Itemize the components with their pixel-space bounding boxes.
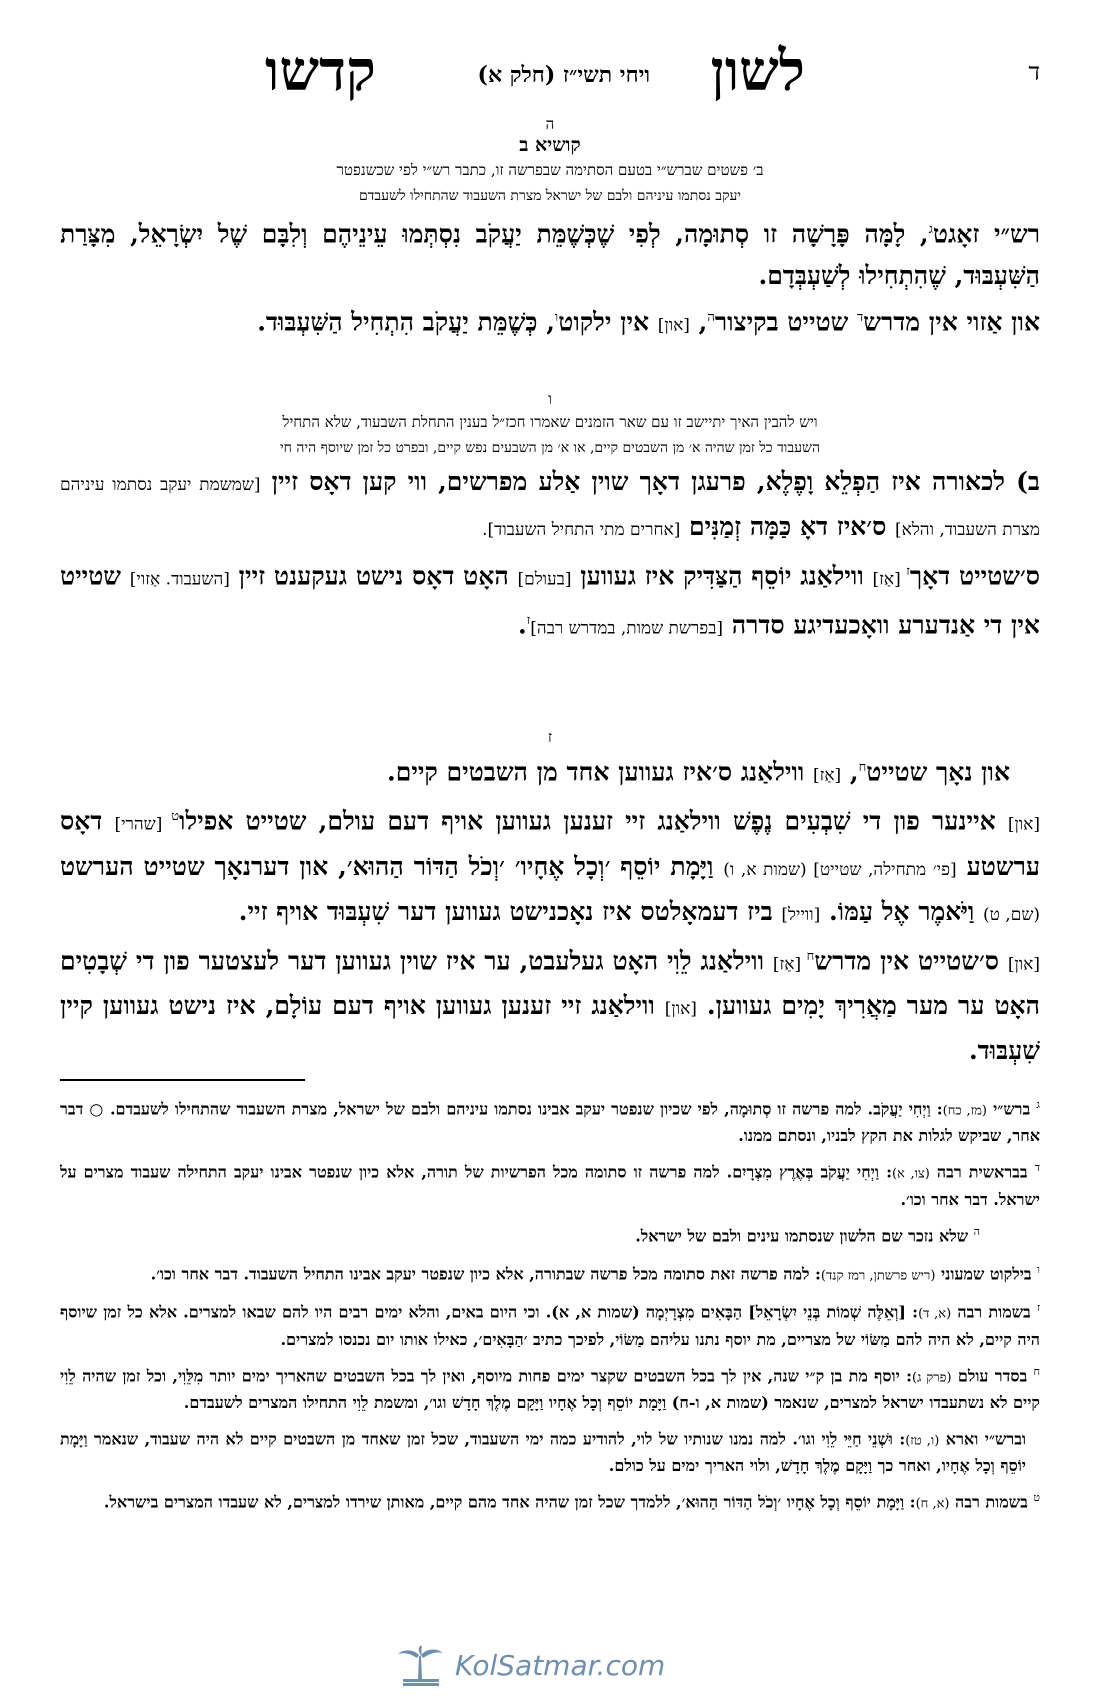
footnote: וברש״י וארא (ו, טז): וּשְׁנֵי חַיֵּי לֵוִי וגו׳. למה נמנו שנותיו של לוי, להודיע כמה ימי השעבוד, שכל זמן שאחד מן השבטים קיים לא היה שעבוד, שנאמר וַיָּמָת יוֹסֵף וְכָל אֶחָיו, ואחר כך וַיָּקָם מֶלֶךְ חָדָשׁ, ולוי האריך ימים על כולם. bbox=[60, 1429, 1027, 1476]
section-zayin bbox=[60, 728, 1040, 1072]
footnote: $^ה$ שלא נזכר שם הלשון שנסתמו עינים ולבם של ישראל. bbox=[635, 1224, 980, 1245]
footnote: $^ט$ בשמות רבה (א, ח): וַיָּמָת יוֹסֵף וְכָל אֶחָיו ׳וְכֹל הַדּוֹר הַהוּא׳, ללמדך שכל זמן שהיה אחד מהם קיים, מאותן שירדו למצרים, לא שעבדו המצרים בישראל. bbox=[103, 1491, 1040, 1512]
footnote-ref[interactable]: ח bbox=[858, 760, 867, 775]
body-paragraph: [און] איינער פון די שִׁבְעִים נֶפֶשׁ ווילאַנג זיי זענען געווען אויף דעם עולם, שטייט אפילו$^ט$ [שהרי] דאָס ערשטע [פי׳ מתחילה, שטייט] (שמות א, ו) וַיָּמָת יוֹסֵף ׳וְכָל אֶחָיו׳ ׳וְכֹל הַדּוֹר הַהוּא׳, און דערנאָך שטייט הערשט (שם, ט) וַיֹּאמֶר אֶל עַמּוֹ. [ווייל] ביז דעמאָלטס איז נאָכנישט געווען דער שִׁעְבּוּד אויף זיי. bbox=[60, 806, 1040, 926]
page bbox=[60, 0, 1040, 1700]
body-paragraph: [און] ס׳שטייט אין מדרש$^ח$ [אַז] ווילאַנג לֵוִי האָט געלעבט, ער איז שוין געווען דער לעצטער פון די שְׁבָטִים האָט ער מער מַאֲרִיךְ יָמִים געווען. [און] ווילאַנג זיי זענען געווען אויף דעם עוֹלָם, איז נישט געווען קיין שִׁעְבּוּד. bbox=[60, 945, 1040, 1065]
body-paragraph: ב) לכאורה איז הַפְלֵא וָפֶלֶא, פרעגן דאָך שוין אַלע מפרשים, ווי קען דאָס זיין [שמשמת יעקב נסתמו עיניהם מצרת השעבוד, והלא] ס׳איז דאָ כַּמָּה זְמַנִּים [אחרים מתי התחיל השעבוד]. bbox=[60, 467, 1040, 541]
section-vav bbox=[60, 390, 1040, 650]
running-title-left: קדשו bbox=[265, 38, 376, 104]
running-center-title: ויחי תשי״ז (חלק א) bbox=[477, 62, 650, 88]
section-letter: ה bbox=[545, 115, 555, 133]
footnote-ref[interactable]: ג bbox=[928, 222, 933, 237]
body-paragraph: רש״י זאָגט$^ג$, לָמָּה פָּרָשָׁה זו סְתוּמָה, לְפִי שֶׁכְּשֶׁמֵּת יַעֲקֹב נִסְתְּמוּ עֵינֵיהֶם וְלִבָּם שֶׁל יִשְׂרָאֵל, מִצָּרַת הַשִּׁעְבּוּד, שֶׁהִתְחִילוּ לְשַׁעְבְּדָם. bbox=[60, 219, 1040, 291]
footnote: $^ד$ בבראשית רבה (צו, א): וַיְחִי יַעֲקֹב בְּאֶרֶץ מִצְרָיִם. למה פרשה זו סתומה מכל הפרשיות של תורה, אלא כיון שנפטר אבינו יעקב התחילה שעבוד מצרים על ישראל. דבר אחר וכו׳. bbox=[60, 1161, 1040, 1209]
footnote-ref[interactable]: ז bbox=[526, 613, 531, 629]
footnote: $^ג$ ברש״י (מז, כח): וַיְחִי יַעֲקֹב. למה פרשה זו סְתוּמָה, לפי שכיון שנפטר יעקב אבינו נסתמו עיניהם ולבם של ישראל, מצרת השעבוד שהתחילו לשעבדם. ○ דבר אחר, שביקש לגלות את הקץ לבניו, ונסתם ממנו. bbox=[60, 1098, 1040, 1146]
footnote-ref[interactable]: ט bbox=[171, 809, 180, 825]
section-summary-line: יעקב נסתמו עיניהם ולבם של ישראל מצרת השעבוד שהתחילו לשעבדם bbox=[358, 188, 742, 204]
section-title: קושיא ב bbox=[519, 134, 581, 156]
watermark-text: KolSatmar.com bbox=[455, 1649, 666, 1682]
section-heh bbox=[60, 115, 1040, 347]
section-letter: ו bbox=[548, 390, 552, 408]
footnote-ref[interactable]: ו bbox=[554, 310, 559, 326]
footnote-ref[interactable]: ז bbox=[906, 564, 910, 579]
section-letter: ז bbox=[547, 728, 553, 746]
body-paragraph: און נאָך שטייט$^ח$, [אַז] ווילאַנג ס׳איז געווען אחד מן השבטים קיים. bbox=[387, 757, 1010, 787]
body-paragraph: ס׳שטייט דאָך$^ז$ [אַז] ווילאַנג יוֹסֵף הַצַּדִּיק איז געווען [בעולם] האָט דאָס נישט געקענט זיין [השעבוד. אַזוי] שטייט אין די אַנדערע וואָכעדיגע סדרה [בפרשת שמות, במדרש רבה]$^ז$. bbox=[60, 561, 1040, 640]
footnotes bbox=[60, 1092, 1040, 1524]
page-header bbox=[60, 40, 1040, 110]
footnote: $^ו$ בילקוט שמעוני (ריש פרשתן, רמז קנד): למה פרשה זאת סתומה מכל פרשה שבתורה, אלא כיון שנפטר יעקב אבינו התחיל השעבוד. דבר אחר וכו׳. bbox=[150, 1262, 1040, 1284]
footnote: $^ז$ בשמות רבה (א, ד): [וְאֵלֶּה שְׁמוֹת בְּנֵי יִשְׂרָאֵל] הַבָּאִים מִצְרָיְמָה (שמות א, א). וכי היום באים, והלא ימים רבים היו להם שבאו למצרים. אלא כל זמן שיוסף היה קיים, לא היה להם מַשּׂוֹי של מצריים, מת יוסף נתנו עליהם מַשּׂוֹי, לפיכך כתיב ׳הַבָּאִים׳, כאילו אותו יום נכנסו למצרים. bbox=[60, 1301, 1041, 1349]
footnote: $^ח$ בסדר עולם (פרק ג): יוסף מת בן ק״י שנה, אין לך בכל השבטים שקצר ימים פחות מיוסף, ואין לך בכל השבטים שהאריך ימים יותר מִלֵּוִי, וכל זמן שהיה לֵוִי קיים לא נשתעבדו ישראל למצרים, שנאמר (שמות א, ו-ח) וַיָּמָת יוֹסֵף וְכָל אֶחָיו וַיָּקָם מֶלֶךְ חָדָשׁ וגו׳, ומשמת לֵוִי התחילו המצרים לשעבדם. bbox=[60, 1364, 1040, 1412]
footnote-ref[interactable]: ה bbox=[707, 310, 715, 326]
running-title-right: לשון bbox=[710, 38, 805, 104]
section-summary-line: ויש להבין האיך יתיישב זו עם שאר הזמנים שאמרו חכז״ל בענין התחלת השבעוד, שלא התחיל bbox=[282, 413, 818, 431]
body-paragraph: און אַזוי אין מדרש$^ד$ שטייט בקיצור$^ה$, [און] אין ילקוט$^ו$, כְּשֶׁמֵּת יַעֲקֹב הִתְחִיל הַשִּׁעְבּוּד. bbox=[257, 307, 1040, 337]
palm-book-logo-icon bbox=[395, 1645, 447, 1687]
footnote-divider bbox=[60, 1079, 305, 1081]
section-summary-line: השעבוד כל זמן שהיה א׳ מן השבטים קיים, או א׳ מן השבעים נפש קיים, ובפרט כל זמן שיוסף היה חי bbox=[279, 440, 821, 456]
footnote-ref[interactable]: ח bbox=[806, 948, 815, 964]
page-number: ד bbox=[1028, 58, 1040, 86]
watermark bbox=[395, 1645, 695, 1687]
section-summary-line: ב׳ פשטים שברש״י בטעם הסתימה שבפרשה זו, כתבר רש״י לפי שכשנפטר bbox=[336, 161, 764, 179]
footnote-ref[interactable]: ד bbox=[857, 310, 864, 326]
